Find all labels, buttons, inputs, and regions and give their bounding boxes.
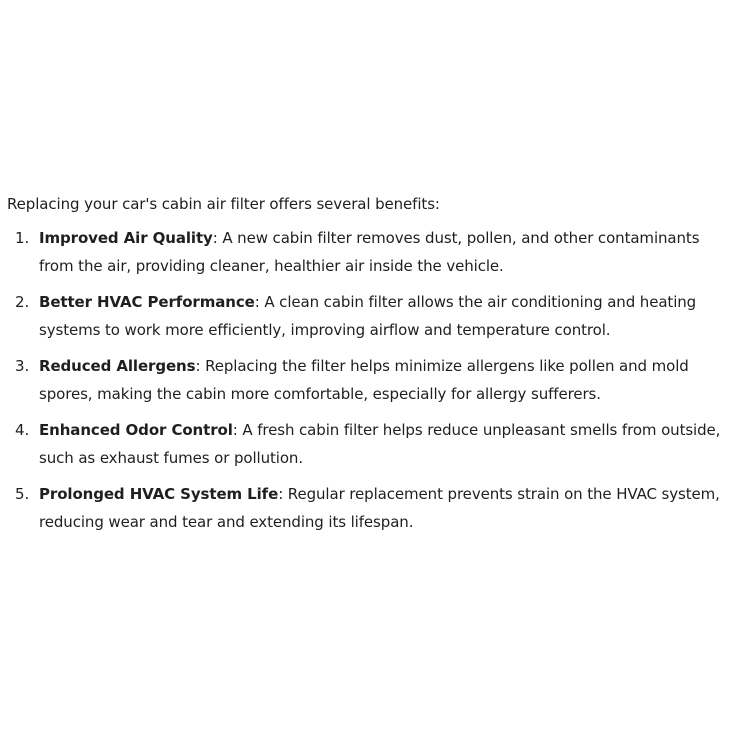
list-item	[7, 416, 722, 472]
list-number: 4.	[15, 421, 30, 439]
list-number: 5.	[15, 485, 30, 503]
list-item	[7, 480, 722, 536]
list-number: 2.	[15, 293, 30, 311]
benefit-title: Reduced Allergens	[39, 357, 196, 375]
list-item	[7, 288, 722, 344]
benefit-text: : A fresh cabin filter helps reduce unpleasant smells from outside, such as exhaust fumes or pollution.	[39, 421, 721, 467]
benefit-title: Prolonged HVAC System Life	[39, 485, 279, 503]
benefit-title: Better HVAC Performance	[39, 293, 255, 311]
benefit-title: Enhanced Odor Control	[39, 421, 233, 439]
intro-text: Replacing your car's cabin air filter offers several benefits:	[7, 195, 440, 213]
list-number: 3.	[15, 357, 30, 375]
list-number: 1.	[15, 229, 30, 247]
benefit-title: Improved Air Quality	[39, 229, 213, 247]
benefit-text: : A clean cabin filter allows the air conditioning and heating systems to work more efficiently, improving airflow and temperature control.	[39, 293, 697, 339]
list-item	[7, 224, 722, 280]
response-content	[7, 192, 722, 544]
list-item	[7, 352, 722, 408]
benefit-text: : A new cabin filter removes dust, pollen, and other contaminants from the air, providing cleaner, healthier air inside the vehicle.	[39, 229, 700, 275]
benefits-list	[7, 224, 722, 536]
benefit-text: : Replacing the filter helps minimize allergens like pollen and mold spores, making the cabin more comfortable, especially for allergy sufferers.	[39, 357, 689, 403]
benefit-text: : Regular replacement prevents strain on the HVAC system, reducing wear and tear and extending its lifespan.	[39, 485, 720, 531]
